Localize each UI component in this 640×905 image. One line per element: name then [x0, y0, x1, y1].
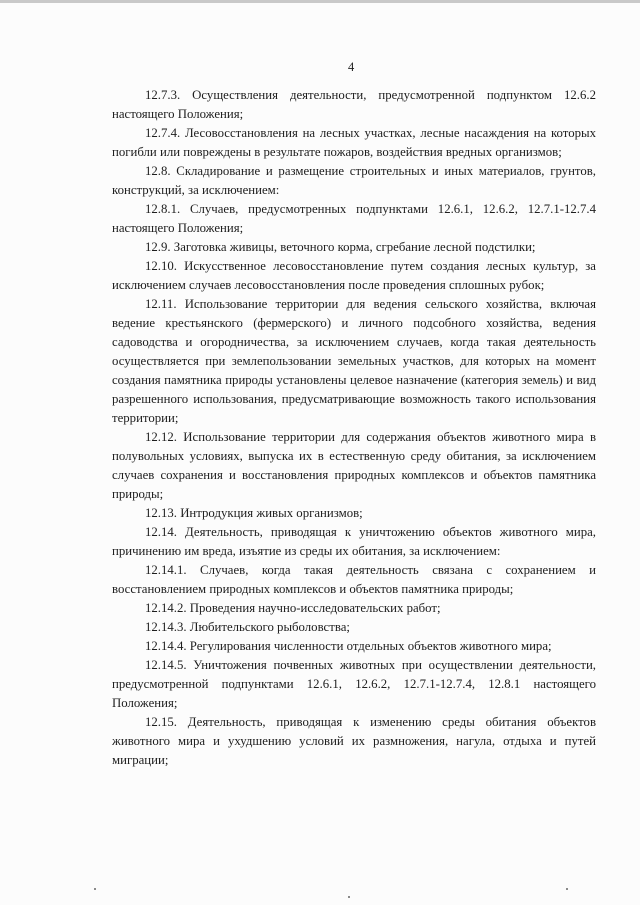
paragraph-12-9: 12.9. Заготовка живицы, веточного корма, сгребание лесной подстилки; — [145, 240, 536, 254]
paragraph-12-8-1: 12.8.1. Случаев, предусмотренных подпунктами 12.6.1, 12.6.2, 12.7.1-12.7.4 настоящего Положения; — [112, 202, 596, 235]
scan-speck — [94, 888, 96, 890]
scan-speck — [348, 896, 350, 898]
paragraph-12-13: 12.13. Интродукция живых организмов; — [145, 506, 363, 520]
page-number: 4 — [348, 60, 355, 74]
scan-top-edge — [0, 0, 640, 3]
paragraph-12-11: 12.11. Использование территории для ведения сельского хозяйства, включая ведение крестьянского (фермерского) и личного подсобного хозяйства, ведения садоводства и огородничества, за исключением случаев, когда такая деятельность осуществляется при землепользовании земельных участков, для которых на момент создания памятника природы установлены целевое назначение (категория земель) и вид разрешенного использования, предусматривающие возможность такого использования территории; — [112, 297, 596, 425]
paragraph-12-15: 12.15. Деятельность, приводящая к изменению среды обитания объектов животного мира и ухудшению условий их размножения, нагула, отдыха и путей миграции; — [112, 715, 596, 767]
paragraph-12-7-3: 12.7.3. Осуществления деятельности, предусмотренной подпунктом 12.6.2 настоящего Положения; — [112, 88, 596, 121]
paragraph-12-14-2: 12.14.2. Проведения научно-исследовательских работ; — [145, 601, 441, 615]
paragraph-12-12: 12.12. Использование территории для содержания объектов животного мира в полувольных условиях, выпуска их в естественную среду обитания, за исключением случаев сохранения и восстановления природных комплексов и объектов памятника природы; — [112, 430, 596, 501]
paragraph-12-14-4: 12.14.4. Регулирования численности отдельных объектов животного мира; — [145, 639, 552, 653]
paragraph-12-14-5: 12.14.5. Уничтожения почвенных животных при осуществлении деятельности, предусмотренной подпунктами 12.6.1, 12.6.2, 12.7.1-12.7.4, 12.8.1 настоящего Положения; — [112, 658, 596, 710]
document-body — [112, 86, 596, 770]
paragraph-12-14-3: 12.14.3. Любительского рыболовства; — [145, 620, 350, 634]
paragraph-12-8: 12.8. Складирование и размещение строительных и иных материалов, грунтов, конструкций, за исключением: — [112, 164, 596, 197]
paragraph-12-14-1: 12.14.1. Случаев, когда такая деятельность связана с сохранением и восстановлением природных комплексов и объектов памятника природы; — [112, 563, 596, 596]
scan-speck — [566, 888, 568, 890]
paragraph-12-14: 12.14. Деятельность, приводящая к уничтожению объектов животного мира, причинению им вреда, изъятие из среды их обитания, за исключением: — [112, 525, 596, 558]
paragraph-12-10: 12.10. Искусственное лесовосстановление путем создания лесных культур, за исключением случаев лесовосстановления после проведения сплошных рубок; — [112, 259, 596, 292]
paragraph-12-7-4: 12.7.4. Лесовосстановления на лесных участках, лесные насаждения на которых погибли или повреждены в результате пожаров, воздействия вредных организмов; — [112, 126, 596, 159]
